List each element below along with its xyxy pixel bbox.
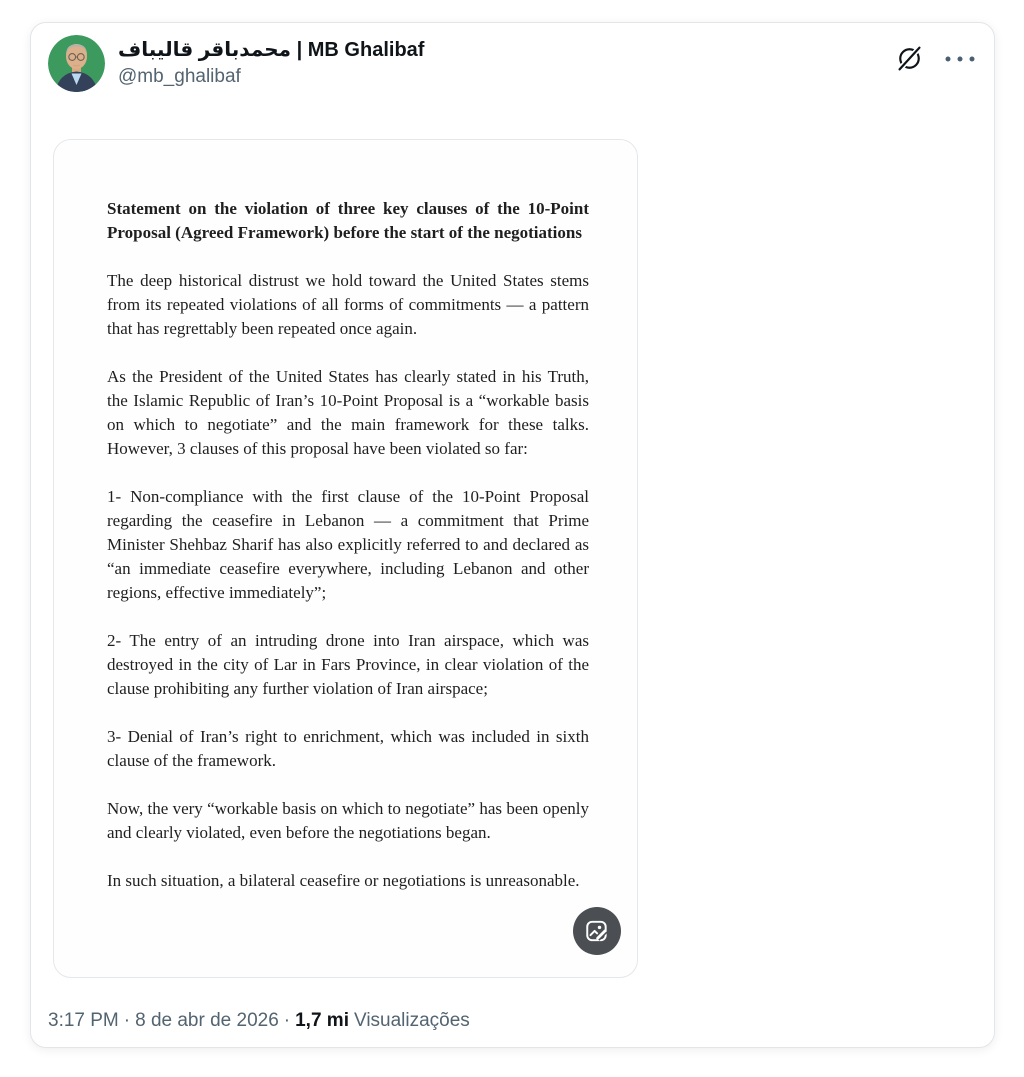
statement-paragraph: The deep historical distrust we hold toward the United States stems from its repeated violations of all forms of commitments — a pattern that has regrettably been repeated once again. — [107, 271, 589, 338]
statement-paragraph: 1- Non-compliance with the first clause of the 10-Point Proposal regarding the ceasefire in Lebanon — a commitment that Prime Minister Shehbaz Sharif has also explicitly referred to and declared as “an immediate ceasefire everywhere, including Lebanon and other regions, effective immediately”; — [107, 487, 589, 602]
edit-image-with-grok-button[interactable] — [573, 907, 621, 955]
grok-button[interactable] — [895, 44, 924, 73]
avatar-photo — [48, 35, 105, 92]
views-count: 1,7 mi — [295, 1010, 349, 1031]
ellipsis-icon — [943, 53, 977, 65]
statement-paragraph: In such situation, a bilateral ceasefire or negotiations is unreasonable. — [107, 871, 580, 890]
post-date: 8 de abr de 2026 — [135, 1010, 279, 1031]
tweet-card — [30, 22, 995, 1048]
header-actions — [895, 35, 977, 73]
statement-paragraph: As the President of the United States has clearly stated in his Truth, the Islamic Republic of Iran’s 10-Point Proposal is a “workable basis on which to negotiate” and the main framework for these talks. However, 3 clauses of this proposal have been violated so far: — [107, 367, 589, 458]
avatar[interactable] — [48, 35, 105, 92]
user-handle[interactable]: @mb_ghalibaf — [118, 66, 241, 87]
user-info — [118, 35, 895, 89]
tweet-header — [48, 35, 977, 92]
post-time: 3:17 PM — [48, 1010, 119, 1031]
statement-paragraph: 3- Denial of Iran’s right to enrichment, which was included in sixth clause of the framework. — [107, 727, 589, 770]
grok-slashed-circle-icon — [895, 44, 924, 73]
more-options-button[interactable] — [943, 53, 977, 65]
display-name[interactable]: محمدباقر قالیباف | MB Ghalibaf — [118, 39, 425, 61]
statement-paragraph: 2- The entry of an intruding drone into Iran airspace, which was destroyed in the city of Lar in Fars Province, in clear violation of the clause prohibiting any further violation of Iran airspace; — [107, 631, 589, 698]
views-label: Visualizações — [353, 1010, 470, 1031]
separator-dot: · — [123, 1010, 131, 1031]
tweet-image[interactable] — [53, 139, 638, 978]
statement-title: Statement on the violation of three key clauses of the 10-Point Proposal (Agreed Framework) before the start of the negotiations — [107, 199, 589, 242]
image-edit-icon — [584, 918, 610, 944]
statement-document — [54, 140, 637, 893]
separator-dot: · — [283, 1010, 291, 1031]
statement-paragraph: Now, the very “workable basis on which to negotiate” has been openly and clearly violated, even before the negotiations began. — [107, 799, 589, 842]
tweet-footer — [48, 1009, 470, 1033]
